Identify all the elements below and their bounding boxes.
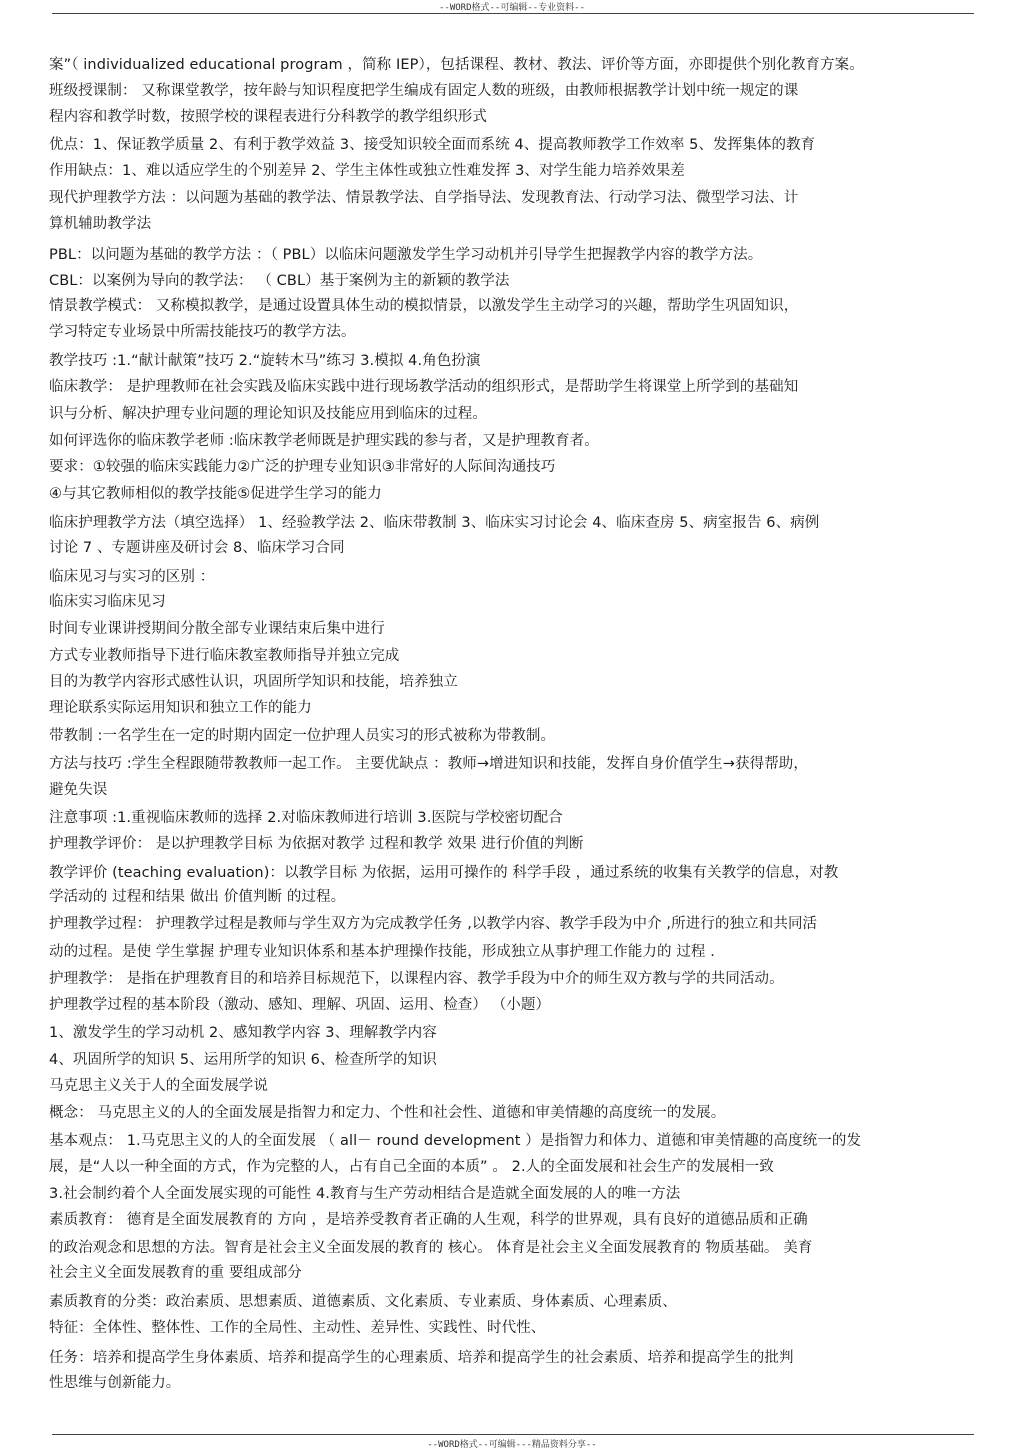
text-line: 作用缺点：1、难以适应学生的个别差异 2、学生主体性或独立性难发挥 3、对学生能力培养效果差 [49,163,685,179]
text-line: 目的为教学内容形式感性认识，巩固所学知识和技能，培养独立 [49,674,458,690]
text-line: 4、巩固所学的知识 5、运用所学的知识 6、检查所学的知识 [49,1052,437,1068]
text-line: 案”（ individualized educational program ，简称 IEP），包括课程、教材、教法、评价等方面，亦即提供个别化教育方案。 [49,57,864,73]
text-line: 要求：①较强的临床实践能力②广泛的护理专业知识③非常好的人际间沟通技巧 [49,459,556,475]
text-line: 带教制 :一名学生在一定的时期内固定一位护理人员实习的形式被称为带教制。 [49,728,556,744]
text-line: 的政治观念和思想的方法。智育是社会主义全面发展的教育的 核心。 体育是社会主义全面发展教育的 物质基础。 美育 [49,1240,813,1256]
text-line: 临床见习与实习的区别 ： [49,569,215,585]
text-line: PBL：以问题为基础的教学方法 ：（ PBL）以临床问题激发学生学习动机并引导学生把握教学内容的教学方法。 [49,247,763,263]
text-line: 临床教学： 是护理教师在社会实践及临床实践中进行现场教学活动的组织形式，是帮助学生将课堂上所学到的基础知 [49,379,799,395]
text-line: 性思维与创新能力。 [49,1375,181,1391]
text-line: 如何评选你的临床教学老师 :临床教学老师既是护理实践的参与者，又是护理教育者。 [49,433,599,449]
text-line: 优点：1、保证教学质量 2、有利于教学效益 3、接受知识较全面而系统 4、提高教师教学工作效率 5、发挥集体的教育 [49,137,816,153]
text-line: 护理教学过程： 护理教学过程是教师与学生双方为完成教学任务 ,以教学内容、教学手段为中介 ,所进行的独立和共同活 [49,916,818,932]
text-line: CBL：以案例为导向的教学法： （ CBL）基于案例为主的新颖的教学法 [49,273,510,289]
text-line: 概念： 马克思主义的人的全面发展是指智力和定力、个性和社会性、道德和审美情趣的高度统一的发展。 [49,1105,726,1121]
text-line: 方法与技巧 :学生全程跟随带教教师一起工作。 主要优缺点 ：教师→增进知识和技能，发挥自身价值学生→获得帮助， [49,756,809,772]
text-line: 基本观点： 1.马克思主义的人的全面发展 （ all－ round development ）是指智力和体力、道德和审美情趣的高度统一的发 [49,1133,862,1149]
page-footer: --WORD格式--可编辑---精品资料分享-- [427,1440,597,1450]
text-line: 讨论 7 、专题讲座及研讨会 8、临床学习合同 [49,540,345,556]
text-line: 素质教育的分类：政治素质、思想素质、道德素质、文化素质、专业素质、身体素质、心理素质、 [49,1294,677,1310]
text-line: 情景教学模式： 又称模拟教学，是通过设置具体生动的模拟情景，以激发学生主动学习的兴趣，帮助学生巩固知识， [49,298,799,314]
text-line: 护理教学评价： 是以护理教学目标 为依据对教学 过程和教学 效果 进行价值的判断 [49,836,584,852]
text-line: 护理教学： 是指在护理教育目的和培养目标规范下，以课程内容、教学手段为中介的师生双方教与学的共同活动。 [49,971,784,987]
text-line: 展，是“人以一种全面的方式，作为完整的人，占有自己全面的本质” 。 2.人的全面发展和社会生产的发展相一致 [49,1159,774,1175]
text-line: 学习特定专业场景中所需技能技巧的教学方法。 [49,324,356,340]
text-line: 避免失误 [49,782,108,798]
text-line: 算机辅助教学法 [49,216,152,232]
text-line: 动的过程。是使 学生掌握 护理专业知识体系和基本护理操作技能，形成独立从事护理工作能力的 过程 . [49,944,715,960]
text-line: 识与分析、解决护理专业问题的理论知识及技能应用到临床的过程。 [49,406,487,422]
text-line: 教学评价 (teaching evaluation)：以教学目标 为依据，运用可操作的 科学手段 ，通过系统的收集有关教学的信息，对教 [49,865,839,881]
footer-rule [52,1434,974,1435]
text-line: 理论联系实际运用知识和独立工作的能力 [49,700,312,716]
text-line: 教学技巧 :1.“献计献策”技巧 2.“旋转木马”练习 3.模拟 4.角色扮演 [49,353,481,369]
text-line: 班级授课制： 又称课堂教学，按年龄与知识程度把学生编成有固定人数的班级，由教师根据教学计划中统一规定的课 [49,83,799,99]
header-rule [52,13,974,14]
text-line: 学活动的 过程和结果 做出 价值判断 的过程。 [49,889,346,905]
text-line: 护理教学过程的基本阶段（激动、感知、理解、巩固、运用、检查） （小题） [49,997,551,1013]
text-line: 社会主义全面发展教育的重 要组成部分 [49,1265,302,1281]
text-line: 马克思主义关于人的全面发展学说 [49,1078,268,1094]
text-line: 临床实习临床见习 [49,594,166,610]
text-line: ④与其它教师相似的教学技能⑤促进学生学习的能力 [49,486,382,502]
text-line: 现代护理教学方法 ：以问题为基础的教学法、情景教学法、自学指导法、发现教育法、行动学习法、微型学习法、计 [49,190,799,206]
text-line: 素质教育： 德育是全面发展教育的 方向 ，是培养受教育者正确的人生观，科学的世界观，具有良好的道德品质和正确 [49,1212,808,1228]
text-line: 任务：培养和提高学生身体素质、培养和提高学生的心理素质、培养和提高学生的社会素质、培养和提高学生的批判 [49,1350,794,1366]
text-line: 3.社会制约着个人全面发展实现的可能性 4.教育与生产劳动相结合是造就全面发展的人的唯一方法 [49,1186,681,1202]
text-line: 程内容和教学时数，按照学校的课程表进行分科教学的教学组织形式 [49,109,487,125]
text-line: 方式专业教师指导下进行临床教室教师指导并独立完成 [49,648,400,664]
text-line: 注意事项 :1.重视临床教师的选择 2.对临床教师进行培训 3.医院与学校密切配合 [49,810,563,826]
text-line: 特征：全体性、整体性、工作的全局性、主动性、差异性、实践性、时代性、 [49,1320,546,1336]
text-line: 1、激发学生的学习动机 2、感知教学内容 3、理解教学内容 [49,1025,437,1041]
text-line: 时间专业课讲授期间分散全部专业课结束后集中进行 [49,621,385,637]
text-line: 临床护理教学方法（填空选择） 1、经验教学法 2、临床带教制 3、临床实习讨论会 4、临床查房 5、病室报告 6、病例 [49,515,820,531]
page-header: --WORD格式--可编辑--专业资料-- [438,3,586,13]
